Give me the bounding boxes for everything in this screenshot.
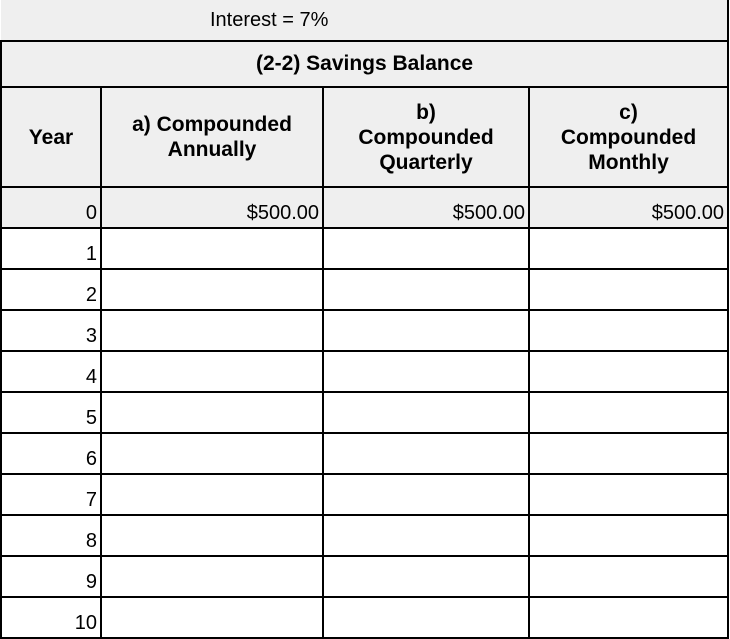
table-row (1, 515, 728, 556)
quarterly-balance-cell[interactable] (323, 597, 529, 638)
year-cell[interactable]: 2 (1, 269, 101, 310)
monthly-header-line2: Compounded (560, 125, 697, 149)
table-row (1, 228, 728, 269)
quarterly-header-line3: Quarterly (379, 150, 473, 174)
annual-balance-cell[interactable] (101, 351, 323, 392)
quarterly-balance-cell[interactable] (323, 433, 529, 474)
quarterly-header-line1: b) (416, 100, 436, 124)
interest-cell[interactable]: Interest = 7% (1, 0, 728, 41)
quarterly-balance-cell[interactable] (323, 515, 529, 556)
annual-balance-cell[interactable] (101, 515, 323, 556)
monthly-balance-cell[interactable] (529, 269, 728, 310)
table-row (1, 351, 728, 392)
quarterly-balance-cell[interactable] (323, 351, 529, 392)
year-cell[interactable]: 4 (1, 351, 101, 392)
title-row (1, 41, 728, 87)
year-cell[interactable]: 6 (1, 433, 101, 474)
quarterly-balance-cell[interactable] (323, 269, 529, 310)
annual-balance-cell[interactable] (101, 310, 323, 351)
table-row (1, 392, 728, 433)
year-cell[interactable]: 0 (1, 187, 101, 228)
annual-balance-cell[interactable] (101, 597, 323, 638)
monthly-balance-cell[interactable] (529, 515, 728, 556)
table-body (1, 187, 728, 638)
monthly-balance-cell[interactable] (529, 433, 728, 474)
monthly-balance-cell[interactable] (529, 392, 728, 433)
year-cell[interactable]: 3 (1, 310, 101, 351)
annual-balance-cell[interactable] (101, 474, 323, 515)
monthly-balance-cell[interactable] (529, 228, 728, 269)
quarterly-balance-cell[interactable]: $500.00 (323, 187, 529, 228)
interest-row (1, 0, 728, 41)
year-cell[interactable]: 9 (1, 556, 101, 597)
monthly-balance-cell[interactable] (529, 351, 728, 392)
table-row (1, 269, 728, 310)
year-cell[interactable]: 8 (1, 515, 101, 556)
quarterly-balance-cell[interactable] (323, 310, 529, 351)
table-row (1, 187, 728, 228)
year-header-label: Year (28, 125, 74, 149)
monthly-balance-cell[interactable] (529, 474, 728, 515)
annual-header-line2: Annually (167, 138, 257, 161)
monthly-header-line3: Monthly (588, 150, 669, 174)
quarterly-balance-cell[interactable] (323, 556, 529, 597)
table-row (1, 433, 728, 474)
table-row (1, 310, 728, 351)
monthly-balance-cell[interactable] (529, 597, 728, 638)
header-row (1, 87, 728, 187)
annual-balance-cell[interactable] (101, 228, 323, 269)
quarterly-balance-cell[interactable] (323, 228, 529, 269)
annual-header-cell[interactable] (101, 87, 323, 187)
monthly-balance-cell[interactable]: $500.00 (529, 187, 728, 228)
year-cell[interactable]: 5 (1, 392, 101, 433)
quarterly-header-line2: Compounded (358, 125, 494, 149)
table-row (1, 556, 728, 597)
monthly-header-line1: c) (619, 100, 638, 124)
annual-balance-cell[interactable] (101, 433, 323, 474)
year-cell[interactable]: 1 (1, 228, 101, 269)
monthly-balance-cell[interactable] (529, 310, 728, 351)
year-header-cell[interactable] (1, 87, 101, 187)
annual-balance-cell[interactable] (101, 556, 323, 597)
monthly-balance-cell[interactable] (529, 556, 728, 597)
table-title-cell[interactable]: (2-2) Savings Balance (1, 41, 728, 87)
quarterly-balance-cell[interactable] (323, 474, 529, 515)
year-cell[interactable]: 7 (1, 474, 101, 515)
annual-balance-cell[interactable] (101, 269, 323, 310)
monthly-header-cell[interactable] (529, 87, 728, 187)
annual-header-line1: a) Compounded (132, 113, 292, 136)
quarterly-header-cell[interactable] (323, 87, 529, 187)
quarterly-balance-cell[interactable] (323, 392, 529, 433)
table-row (1, 474, 728, 515)
table-row (1, 597, 728, 638)
year-cell[interactable]: 10 (1, 597, 101, 638)
annual-balance-cell[interactable] (101, 392, 323, 433)
annual-balance-cell[interactable]: $500.00 (101, 187, 323, 228)
